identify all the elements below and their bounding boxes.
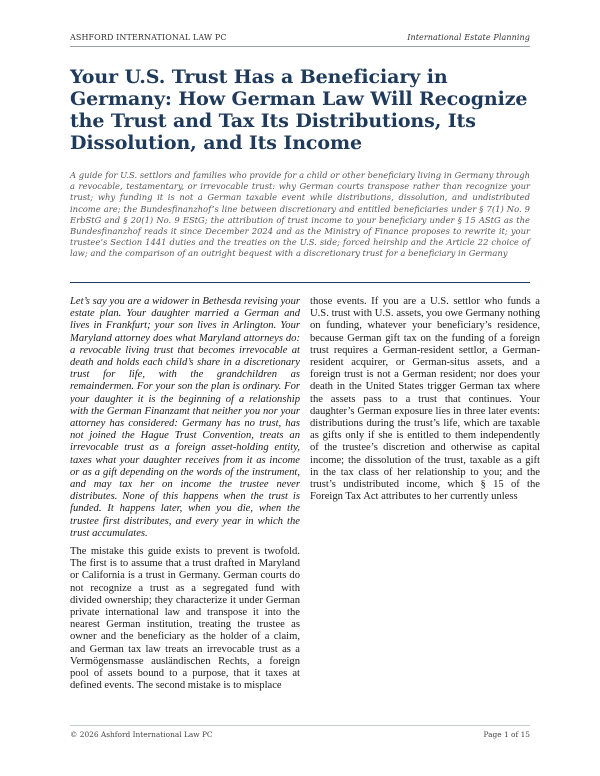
running-header bbox=[70, 33, 530, 47]
body-paragraph-continued: those events. If you are a U.S. settlor who funds a U.S. trust with U.S. assets, you owe Germany nothing on funding, whatever your beneficiary’s residence, because German gift tax on the funding of a foreign trust requires a German-resident settlor, a German-resident acquirer, or German-situs assets, and a foreign trust is not a German resident; nor does your death in the United States trigger German tax where the assets pass to a trust that continues. Your daughter’s German exposure lies in three later events: distributions during the trust’s life, which are taxable as gifts only if she is entitled to them independently of the trustee’s discretion and otherwise as capital income; the dissolution of the trust, taxable as a gift in the tax class of her relationship to you; and the trust’s undistributed income, which § 15 of the Foreign Tax Act attributes to her currently unless bbox=[310, 296, 540, 503]
page-footer bbox=[70, 725, 530, 739]
title-divider bbox=[70, 282, 530, 283]
section-name: International Estate Planning bbox=[407, 33, 530, 42]
document-subtitle: A guide for U.S. settlors and families who provide for a child or other beneficiary living in Germany through a revocable, testamentary, or irrevocable trust: why German courts transpose rather than recognize your trust; why funding it is not a German taxable event while distributions, dissolution, and undistributed income are; the Bundesfinanzhof’s line between discretionary and entitled beneficiaries under § 7(1) No. 9 ErbStG and § 20(1) No. 9 EStG; the attribution of trust income to your beneficiary under § 15 AStG as the Bundesfinanzhof reads it since December 2024 and as the Ministry of Finance proposes to rewrite it; your trustee’s Section 1441 duties and the treaties on the U.S. side; forced heirship and the Article 22 choice of law; and the comparison of an outright bequest with a discretionary trust for a beneficiary in Germany bbox=[70, 170, 530, 259]
body-column-left bbox=[70, 296, 300, 700]
document-title: Your U.S. Trust Has a Beneficiary in Germany: How German Law Will Recognize the Trust and Tax Its Distributions, Its Dissolution, and Its Income bbox=[70, 66, 528, 154]
page-number: Page 1 of 15 bbox=[483, 730, 530, 739]
lead-paragraph: Let’s say you are a widower in Bethesda revising your estate plan. Your daughter married a German and lives in Frankfurt; your son lives in Arlington. Your Maryland attorney does what Maryland attorneys do: a revocable living trust that becomes irrevocable at death and holds each child’s share in a discretionary trust for life, with the grandchildren as remaindermen. For your son the plan is ordinary. For your daughter it is the beginning of a relationship with the German Finanzamt that neither you nor your attorney has considered: Germany has no trust, has not joined the Hague Trust Convention, treats an irrevocable trust as a foreign asset-holding entity, taxes what your daughter receives from it as income or as a gift depending on the words of the instrument, and may tax her on income the trustee never distributes. None of this happens when the trust is funded. It happens later, when you die, when the trustee first distributes, and every year in which the trust accumulates. bbox=[70, 296, 300, 539]
body-paragraph: The mistake this guide exists to prevent is twofold. The first is to assume that a trust drafted in Maryland or California is a trust in Germany. German courts do not recognize a trust as a segregated fund with divided ownership; they characterize it under German private international law and transpose it into the nearest German institution, treating the trustee as owner and the beneficiary as the holder of a claim, and German tax law treats an irrevocable trust as a Vermögensmasse ausländischen Rechts, a foreign pool of assets bound to a purpose, that it taxes at defined events. The second mistake is to misplace bbox=[70, 546, 300, 692]
copyright-notice: © 2026 Ashford International Law PC bbox=[70, 730, 213, 739]
body-column-right bbox=[310, 296, 540, 700]
firm-name: ASHFORD INTERNATIONAL LAW PC bbox=[70, 33, 227, 42]
